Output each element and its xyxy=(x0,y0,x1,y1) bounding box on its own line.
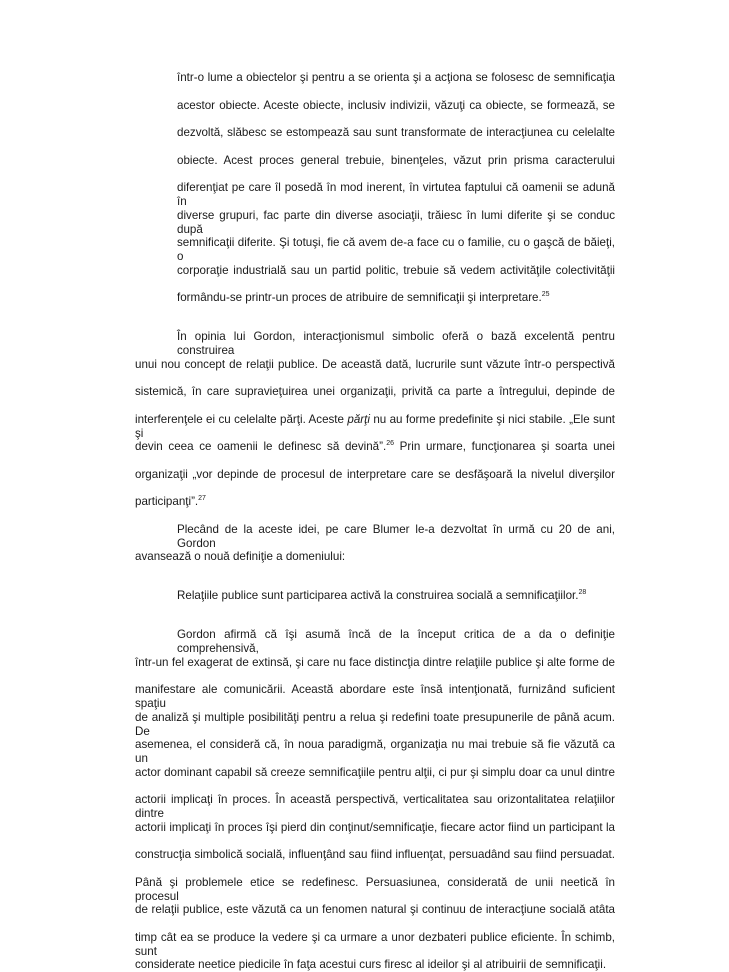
text-run: interferenţele ei cu celelalte părţi. Aceste xyxy=(135,413,348,426)
footnote-ref: 26 xyxy=(386,440,394,447)
paragraph-line: Plecând de la aceste idei, pe care Blumer le-a dezvoltat în urmă cu 20 de ani, Gordon xyxy=(177,523,615,550)
quote-line: dezvoltă, slăbesc se estompează sau sunt transformate de interacţiunea cu celelalte xyxy=(177,126,615,139)
paragraph-line: actor dominant capabil să creeze semnificaţiile pentru alţii, ci pur şi simplu doar ca unul dintre xyxy=(135,766,615,779)
quote-line: corporaţie industrială sau un partid politic, trebuie să vedem activităţile colectivităţii xyxy=(177,264,615,277)
paragraph-line: de relaţii publice, este văzută ca un fenomen natural şi continuu de interacţiune socială atâta xyxy=(135,903,615,916)
quote-line: într-o lume a obiectelor şi pentru a se orienta şi a acţiona se folosesc de semnificaţia xyxy=(177,71,615,84)
paragraph-line: de analiză şi multiple posibilităţi pentru a relua şi redefini toate presupunerile de până acum. De xyxy=(135,711,615,738)
definition-text: Relaţiile publice sunt participarea activă la construirea socială a semnificaţiilor. xyxy=(177,589,579,602)
text-run: nu au forme predefinite şi nici stabile. „Ele sunt şi xyxy=(135,413,616,440)
paragraph-line xyxy=(135,413,616,440)
paragraph-line: actorii implicaţi în proces. În această perspectivă, verticalitatea sau orizontalitatea relaţiilor dintre xyxy=(135,793,615,820)
paragraph-line: Gordon afirmă că îşi asumă încă de la început critica de a da o definiţie comprehensivă, xyxy=(177,628,615,655)
italic-run: părţi xyxy=(347,413,370,426)
paragraph-line: manifestare ale comunicării. Această abordare este însă intenţionată, furnizând suficient spaţiu xyxy=(135,683,615,710)
text-run: devin ceea ce oamenii le definesc să devină”. xyxy=(135,440,387,453)
footnote-ref: 25 xyxy=(541,291,550,298)
paragraph-line: actorii implicaţi în proces îşi pierd din conţinut/semnificaţie, fiecare actor fiind un participant la xyxy=(135,821,615,834)
paragraph-line: asemenea, el consideră că, în noua paradigmă, organizaţia nu mai trebuie să fie văzută ca un xyxy=(135,738,615,765)
quote-line: diverse grupuri, fac parte din diverse asociaţii, trăiesc în lumi diferite şi se conduc după xyxy=(177,209,615,236)
quote-last-text: formându-se printr-un proces de atribuire de semnificaţii şi interpretare. xyxy=(177,291,542,304)
quote-line: diferenţiat pe care îl posedă în mod inerent, în virtutea faptului că oamenii se adună în xyxy=(177,181,615,208)
quote-line: semnificaţii diferite. Şi totuşi, fie că avem de-a face cu o familie, cu o gaşcă de băieţi, o xyxy=(177,236,615,263)
paragraph-line: avansează o nouă definiţie a domeniului: xyxy=(135,550,346,563)
paragraph-line: organizaţii „vor depinde de procesul de interpretare care se desfăşoară la nivelul diverşilor xyxy=(135,468,615,481)
paragraph-line: într-un fel exagerat de extinsă, şi care nu face distincţia dintre relaţiile publice şi alte forme de xyxy=(135,656,615,669)
paragraph-line xyxy=(135,495,206,509)
definition-line xyxy=(177,589,586,603)
paragraph-line: sistemică, în care supravieţuirea unei organizaţii, privită ca parte a întregului, depinde de xyxy=(135,385,615,398)
paragraph-line: Până şi problemele etice se redefinesc. Persuasiunea, considerată de unii neetică în procesul xyxy=(135,876,615,903)
quote-line: obiecte. Acest proces general trebuie, binenţeles, văzut prin prisma caracterului xyxy=(177,154,615,167)
paragraph-line xyxy=(135,440,615,454)
quote-line: acestor obiecte. Aceste obiecte, inclusiv indivizii, văzuţi ca obiecte, se formează, se xyxy=(177,99,615,112)
paragraph-line: unui nou concept de relaţii publice. De această dată, lucrurile sunt văzute într-o perspectivă xyxy=(135,358,615,371)
footnote-ref: 27 xyxy=(198,495,206,502)
paragraph-line: considerate neetice piedicile în faţa acestui curs firesc al ideilor şi al atribuirii de semnificaţii. xyxy=(135,958,607,971)
paragraph-line: timp cât ea se produce la vedere şi ca urmare a unor dezbateri publice eficiente. În schimb, sunt xyxy=(135,931,615,958)
footnote-ref: 28 xyxy=(578,589,587,596)
paragraph-line: construcţia simbolică socială, influenţând sau fiind influenţat, persuadând sau fiind persuadat. xyxy=(135,848,615,861)
text-run: participanţi”. xyxy=(135,495,199,508)
quote-last-line xyxy=(177,291,550,305)
paragraph-line: În opinia lui Gordon, interacţionismul simbolic oferă o bază excelentă pentru construirea xyxy=(177,330,615,357)
text-run: Prin urmare, funcţionarea şi soarta unei xyxy=(394,440,615,453)
